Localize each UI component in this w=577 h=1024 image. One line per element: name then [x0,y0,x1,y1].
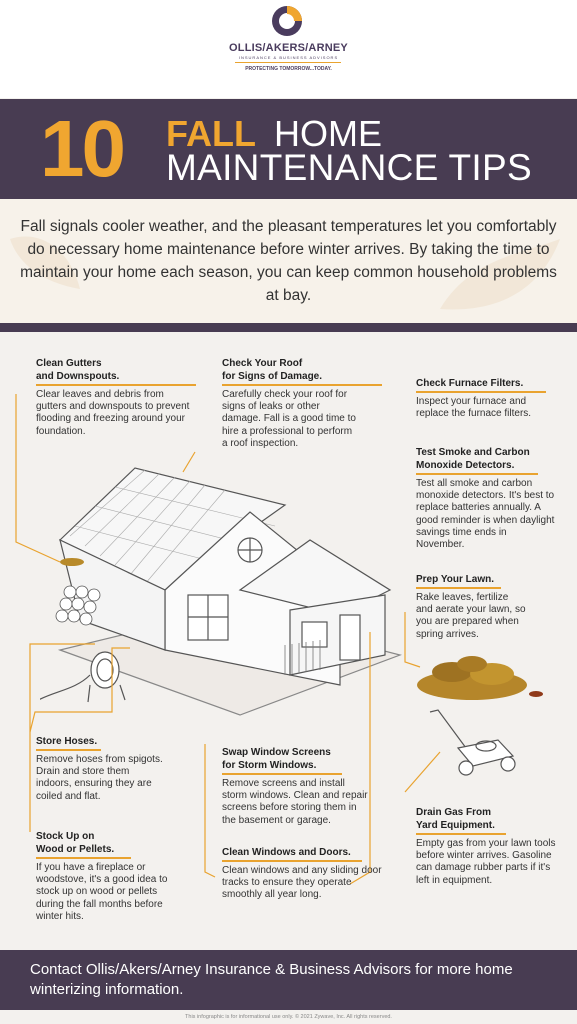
tip-gutters-title-2: and Downspouts. [36,371,120,382]
tip-gutters-body: Clear leaves and debris from gutters and downspouts to prevent flooding and freezing around your foundation. [36,389,190,437]
title-line-2: MAINTENANCE TIPS [166,147,532,188]
tip-windows-rule [222,860,362,862]
tip-smoke-body: Test all smoke and carbon monoxide detectors. It's best to replace batteries annually. A good reminder is when daylight savings time ends in November. [416,478,555,551]
tip-hoses-body: Remove hoses from spigots. Drain and store them indoors, ensuring they are coiled and flat. [36,754,163,802]
tip-lawn-rule [416,587,501,589]
tip-roof-rule [222,384,382,386]
tip-gutters-title-1: Clean Gutters [36,358,102,369]
section-divider [0,323,577,332]
tip-screens-rule [222,773,342,775]
title-fall: FALL [166,113,256,154]
intro-text: Fall signals cooler weather, and the pleasant temperatures let you comfortably do necessary home maintenance before winter arrives. By taking the time to maintain your home each season, you can keep common household problems at bay. [20,218,557,304]
tip-gas-rule [416,833,506,835]
tip-wood-rule [36,857,131,859]
tip-smoke-rule [416,473,538,475]
tip-smoke-title-2: Monoxide Detectors. [416,460,515,471]
tip-wood-title-2: Wood or Pellets. [36,844,115,855]
tip-screens-title-1: Swap Window Screens [222,747,331,758]
title-home: HOME [274,113,382,154]
brand-tagline: PROTECTING TOMORROW...TODAY. [245,66,332,72]
company-logo-icon [270,4,304,38]
tip-hoses-rule [36,749,101,751]
tip-gas-title-2: Yard Equipment. [416,820,495,831]
brand-subtitle: INSURANCE & BUSINESS ADVISORS [238,55,339,60]
tip-furnace-body: Inspect your furnace and replace the furnace filters. [416,396,532,420]
tip-wood-body: If you have a fireplace or woodstove, it's a good idea to stock up on wood or pellets during the fall months before winter hits. [36,862,168,922]
tip-gas-body: Empty gas from your lawn tools before winter arrives. Gasoline can damage rubber parts if it's left in equipment. [416,838,556,886]
disclaimer: This infographic is for informational use only. © 2021 Zywave, Inc. All rights reserved. [185,1014,392,1020]
tip-lawn-body: Rake leaves, fertilize and aerate your lawn, so you are prepared when spring arrives. [416,592,526,640]
tip-furnace-rule [416,391,546,393]
brand-name: OLLIS/AKERS/ARNEY [229,42,348,54]
tip-furnace-title: Check Furnace Filters. [416,378,524,389]
brand-divider [235,62,341,63]
tip-roof-title-1: Check Your Roof [222,358,303,369]
footer-contact-text: Contact Ollis/Akers/Arney Insurance & Business Advisors for more home winterizing information. [30,961,513,998]
tip-roof-body: Carefully check your roof for signs of leaks or other damage. Fall is a good time to hire a professional to perform a roof inspection. [222,389,356,449]
tip-smoke-title-1: Test Smoke and Carbon [416,447,530,458]
tip-gas-title-1: Drain Gas From [416,807,492,818]
tip-roof-title-2: for Signs of Damage. [222,371,323,382]
tip-gutters-rule [36,384,196,386]
tip-wood-title-1: Stock Up on [36,831,95,842]
tip-windows-body: Clean windows and any sliding door tracks to ensure they operate smoothly all year long. [222,865,382,901]
tip-screens-body: Remove screens and install storm windows. Clean and repair screens before storing them in the basement or garage. [222,778,368,826]
tip-lawn-title: Prep Your Lawn. [416,574,494,585]
tip-hoses-title: Store Hoses. [36,736,98,747]
tip-screens-title-2: for Storm Windows. [222,760,317,771]
tip-windows-title: Clean Windows and Doors. [222,847,351,858]
title-number: 10 [40,104,123,193]
